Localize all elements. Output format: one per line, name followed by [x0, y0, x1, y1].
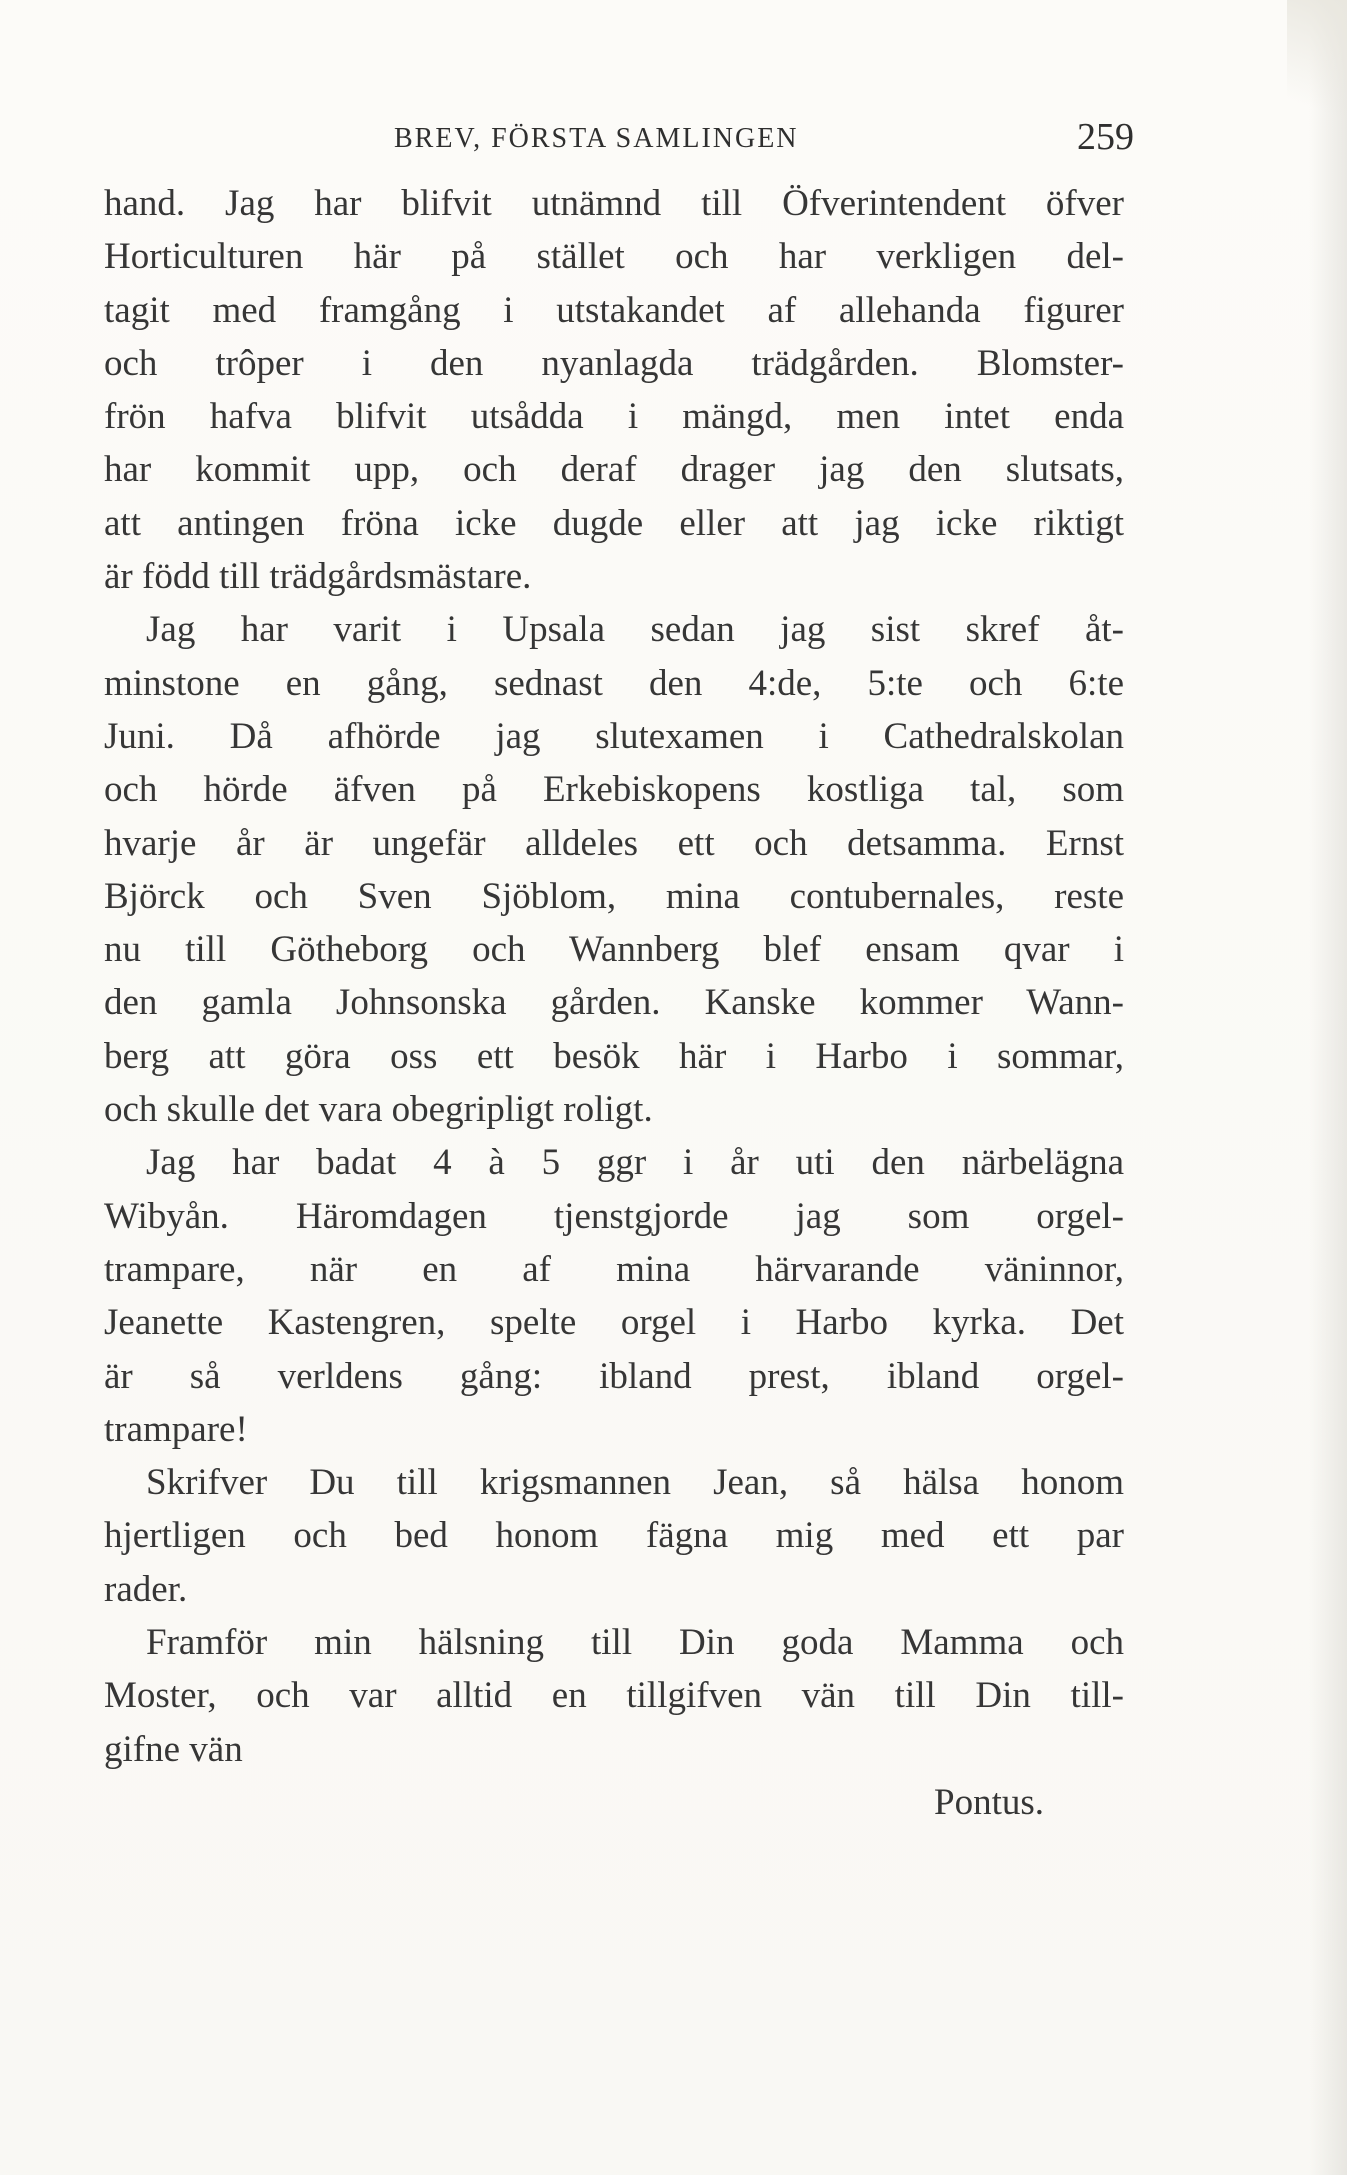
text-line: minstone en gång, sednast den 4:de, 5:te och 6:te — [104, 662, 1124, 704]
text-line: Jag har badat 4 à 5 ggr i år uti den närbelägna — [146, 1142, 1124, 1184]
text-line: hjertligen och bed honom fägna mig med ett par — [104, 1515, 1124, 1557]
text-line: tagit med framgång i utstakandet af allehanda figurer — [104, 289, 1124, 331]
text-line: Jag har varit i Upsala sedan jag sist skref åt- — [146, 609, 1124, 651]
text-line: Framför min hälsning till Din goda Mamma och — [146, 1622, 1124, 1664]
text-line: och skulle det vara obegripligt roligt. — [104, 1089, 653, 1131]
text-line: är så verldens gång: ibland prest, ibland orgel- — [104, 1355, 1124, 1397]
text-line: trampare! — [104, 1408, 248, 1450]
text-line: Wibyån. Häromdagen tjenstgjorde jag som orgel- — [104, 1195, 1124, 1237]
text-line: trampare, när en af mina härvarande väninnor, — [104, 1248, 1124, 1290]
running-head — [394, 115, 1134, 165]
text-line: hand. Jag har blifvit utnämnd till Öfverintendent öfver — [104, 183, 1124, 224]
text-line: Moster, och var alltid en tillgifven vän till Din till- — [104, 1675, 1124, 1717]
text-line: har kommit upp, och deraf drager jag den slutsats, — [104, 449, 1124, 491]
text-line: och trôper i den nyanlagda trädgården. Blomster- — [104, 342, 1124, 384]
text-line: nu till Götheborg och Wannberg blef ensam qvar i — [104, 929, 1124, 971]
running-title: BREV, FÖRSTA SAMLINGEN — [394, 123, 799, 154]
text-line: frön hafva blifvit utsådda i mängd, men intet enda — [104, 396, 1124, 438]
text-line: Juni. Då afhörde jag slutexamen i Cathedralskolan — [104, 715, 1124, 757]
text-line: är född till trädgårdsmästare. — [104, 556, 532, 598]
text-line: Björck och Sven Sjöblom, mina contubernales, reste — [104, 875, 1124, 917]
page-edge-shadow — [1309, 0, 1347, 2175]
text-line: berg att göra oss ett besök här i Harbo i sommar, — [104, 1035, 1124, 1077]
page-number: 259 — [1077, 116, 1134, 158]
text-line: Horticulturen här på stället och har verkligen del- — [104, 236, 1124, 278]
letter-body — [104, 177, 1124, 1829]
text-line: hvarje år är ungefär alldeles ett och detsamma. Ernst — [104, 822, 1124, 864]
text-line: Jeanette Kastengren, spelte orgel i Harbo kyrka. Det — [104, 1302, 1124, 1344]
text-line: Skrifver Du till krigsmannen Jean, så hälsa honom — [146, 1462, 1124, 1504]
text-line: gifne vän — [104, 1728, 243, 1770]
text-line: den gamla Johnsonska gården. Kanske kommer Wann- — [104, 982, 1124, 1024]
text-line: rader. — [104, 1568, 188, 1610]
text-line: att antingen fröna icke dugde eller att jag icke riktigt — [104, 502, 1124, 544]
page-corner-wear — [1287, 0, 1347, 150]
signature: Pontus. — [934, 1781, 1045, 1823]
text-line: och hörde äfven på Erkebiskopens kostliga tal, som — [104, 769, 1124, 811]
